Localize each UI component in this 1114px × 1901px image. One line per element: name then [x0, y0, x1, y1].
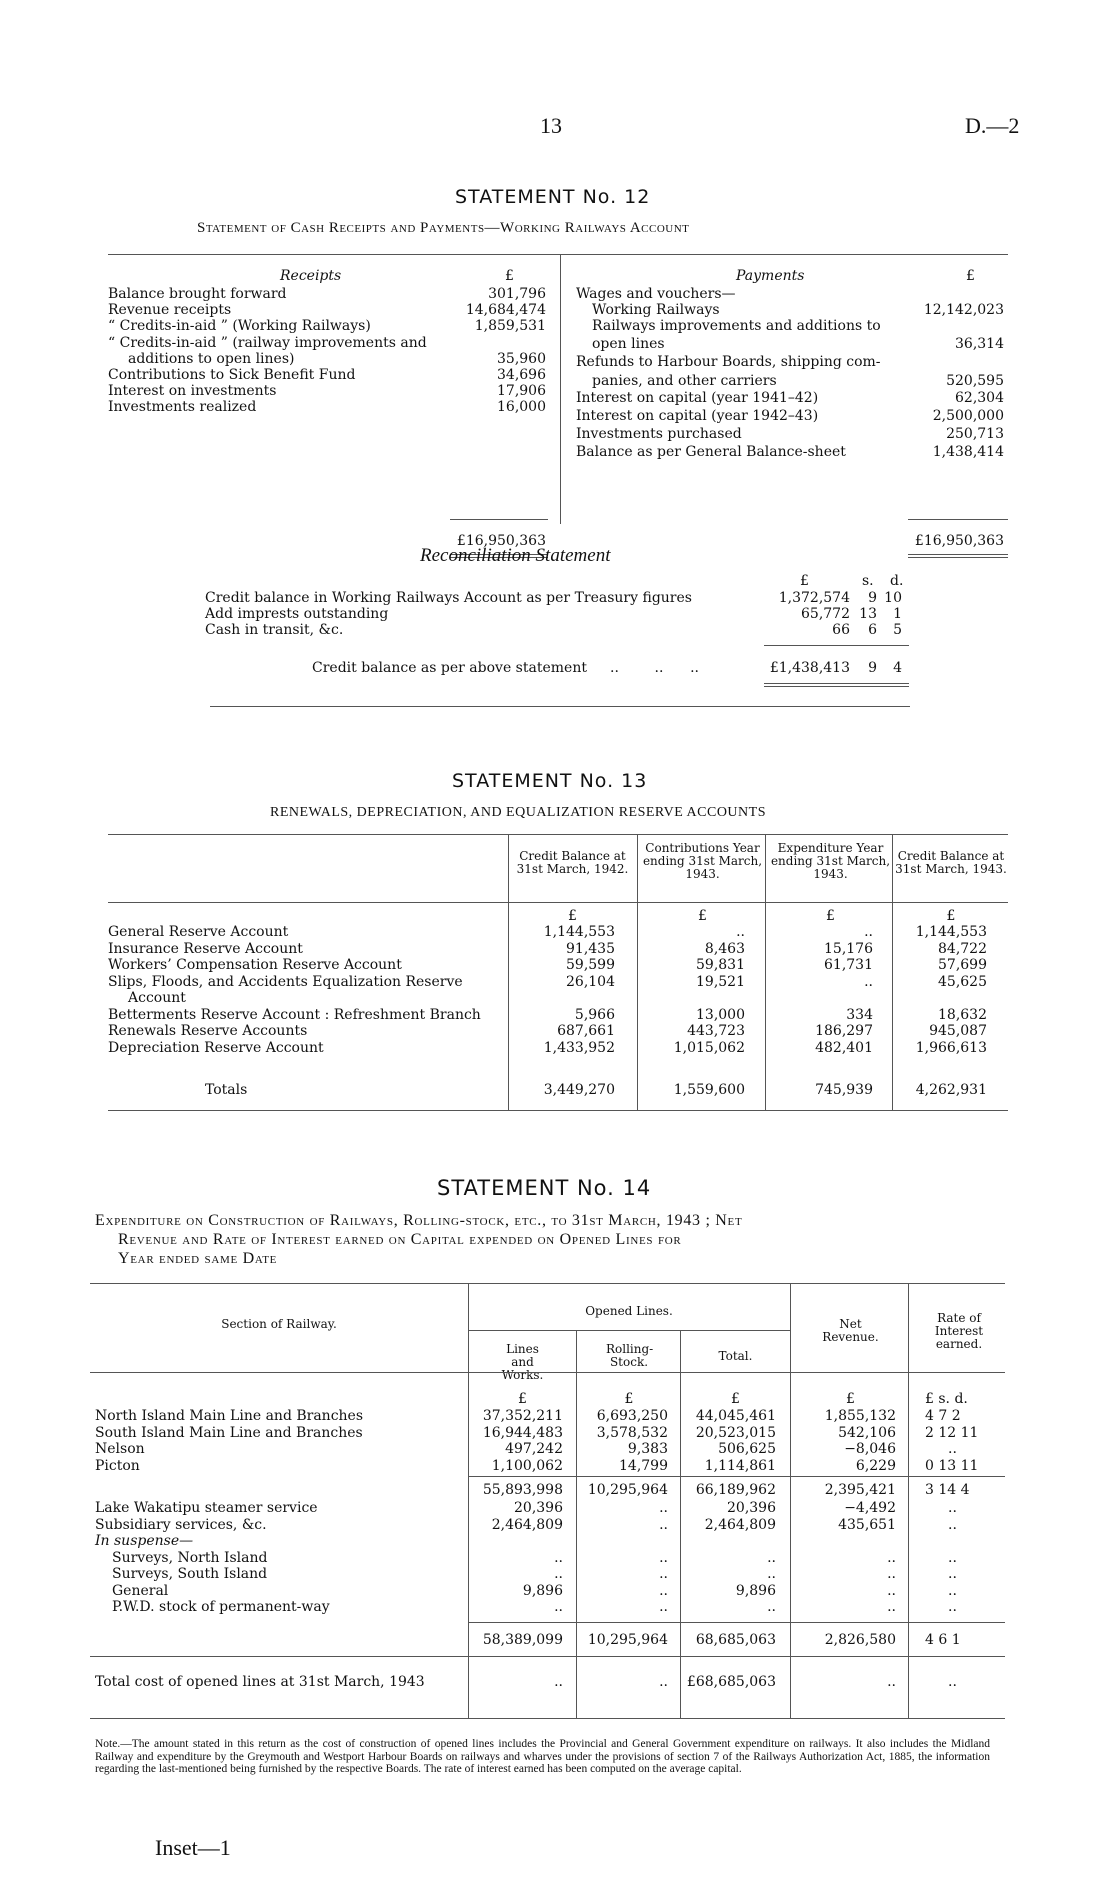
s14-column-line — [680, 1330, 681, 1718]
s13-row-label: Slips, Floods, and Accidents Equalization Reserve — [108, 973, 463, 990]
s14-grand-value: 68,685,063 — [695, 1632, 776, 1648]
s14-grand-value: 10,295,964 — [587, 1632, 668, 1648]
reconciliation-title: Reconciliation Statement — [420, 545, 611, 566]
s14-lines-header: Lines and Works. — [501, 1342, 544, 1382]
s14-subtitle-line: Revenue and Rate of Interest earned on Capital expended on Opened Lines for — [118, 1231, 682, 1248]
s14-row-value: .. — [554, 1599, 563, 1615]
s14-row-value: 6,693,250 — [596, 1408, 668, 1424]
s14-row-value: 2 12 11 — [925, 1424, 979, 1441]
payment-value: 250,713 — [946, 426, 1004, 442]
s14-row-value: 6,229 — [855, 1457, 896, 1474]
receipt-label: “ Credits-in-aid ” (railway improvements and — [108, 334, 427, 351]
payment-label: Interest on capital (year 1941–42) — [576, 390, 819, 406]
s14-grand-rule — [468, 1622, 1005, 1623]
receipt-label: additions to open lines) — [128, 350, 295, 367]
recon-pence: 1 — [893, 606, 902, 622]
s14-subtotal-value: 2,395,421 — [824, 1482, 896, 1498]
s13-column-header: Credit Balance at 31st March, 1942. — [516, 849, 629, 876]
payment-label: Wages and vouchers— — [576, 286, 736, 302]
recon-pounds: 65,772 — [801, 606, 850, 622]
s13-row-label: General Reserve Account — [108, 924, 289, 940]
s13-bottom-rule — [108, 1110, 1008, 1111]
s14-unit-label: £ — [731, 1391, 740, 1407]
s14-row-label: Subsidiary services, &c. — [95, 1516, 267, 1533]
s14-row-value: .. — [554, 1549, 563, 1566]
s14-row-value: 4 7 2 — [925, 1408, 961, 1424]
s12-top-rule — [108, 254, 1008, 255]
recon-sum-rule — [764, 645, 909, 646]
recon-total-s: 9 — [868, 660, 877, 676]
s13-row-value: 59,599 — [566, 957, 615, 973]
s13-row-value: 8,463 — [704, 940, 745, 957]
s13-row-value: .. — [736, 924, 745, 940]
s14-final-label: Total cost of opened lines at 31st March, 1943 — [95, 1674, 425, 1690]
s14-row-label: In suspense— — [95, 1533, 194, 1549]
s13-row-label: Depreciation Reserve Account — [108, 1039, 324, 1056]
s14-row-value: 9,896 — [522, 1582, 563, 1599]
recon-shillings: 13 — [859, 606, 877, 622]
s14-rolling-header: Rolling-Stock. — [606, 1342, 654, 1369]
s13-row-value: 45,625 — [938, 973, 987, 990]
s13-row-value: 91,435 — [566, 940, 615, 957]
s14-final-value: .. — [659, 1674, 668, 1690]
s14-unit-label: £ — [846, 1391, 855, 1407]
s14-subtotal-value: 10,295,964 — [587, 1482, 668, 1498]
s13-row-value: 482,401 — [815, 1039, 873, 1056]
recon-shillings: 9 — [868, 590, 877, 606]
s14-unit-label: £ s. d. — [925, 1391, 968, 1407]
s14-row-label: Surveys, North Island — [112, 1549, 268, 1566]
s14-row-value: 37,352,211 — [482, 1408, 563, 1424]
s13-column-line — [765, 834, 766, 1110]
s14-row-value: .. — [659, 1516, 668, 1533]
recon-total-underline — [764, 683, 909, 684]
s14-row-value: .. — [948, 1516, 957, 1533]
receipt-label: Interest on investments — [108, 383, 277, 400]
s13-column-line — [637, 834, 638, 1110]
recon-pounds: 66 — [832, 622, 850, 638]
s13-row-label: Workers’ Compensation Reserve Account — [108, 957, 402, 973]
s13-header-rule — [108, 902, 1008, 903]
s13-row-value: 1,966,613 — [915, 1039, 987, 1056]
s14-row-value: 2,464,809 — [491, 1516, 563, 1533]
receipt-value: 35,960 — [497, 350, 546, 367]
s14-column-line — [576, 1330, 577, 1718]
s14-row-value: .. — [887, 1566, 896, 1582]
recon-pence: 10 — [884, 590, 902, 606]
s14-row-value: 497,242 — [505, 1441, 563, 1457]
s13-top-rule — [108, 834, 1008, 835]
s13-total-value: 3,449,270 — [543, 1082, 615, 1098]
payments-heading: Payments — [736, 268, 805, 284]
payment-label: panies, and other carriers — [592, 373, 777, 389]
receipt-value: 34,696 — [497, 367, 546, 383]
s13-pound-unit: £ — [568, 908, 577, 924]
s13-column-line — [508, 834, 509, 1110]
s14-row-value: .. — [767, 1566, 776, 1582]
s14-total-header: Total. — [718, 1349, 753, 1363]
s14-top-rule — [90, 1283, 1005, 1284]
statement-12-title: STATEMENT No. 12 — [455, 186, 651, 208]
s14-row-value: .. — [659, 1500, 668, 1516]
s13-row-value: 1,015,062 — [673, 1039, 745, 1056]
s14-subtotal-value: 66,189,962 — [695, 1482, 776, 1498]
recon-label: Add imprests outstanding — [205, 606, 389, 622]
s14-row-value: 44,045,461 — [695, 1408, 776, 1424]
s13-row-value: 59,831 — [696, 957, 745, 973]
s14-row-label: North Island Main Line and Branches — [95, 1408, 364, 1424]
recon-head-d: d. — [890, 573, 904, 589]
receipt-label: Balance brought forward — [108, 286, 287, 302]
s14-row-value: −8,046 — [844, 1441, 896, 1457]
payments-total-rule — [908, 519, 1008, 520]
payment-value: 520,595 — [946, 373, 1004, 389]
receipt-value: 14,684,474 — [465, 302, 546, 319]
statement-12-subtitle: Statement of Cash Receipts and Payments—Working Railways Account — [197, 220, 690, 236]
recon-shillings: 6 — [868, 622, 877, 638]
s13-column-header: Credit Balance at 31st March, 1943. — [895, 849, 1007, 876]
s14-row-value: 3,578,532 — [596, 1424, 668, 1441]
s13-row-value: 687,661 — [557, 1023, 615, 1039]
s13-row-value: 26,104 — [566, 973, 615, 990]
s14-row-value: .. — [948, 1582, 957, 1599]
s13-row-value: 19,521 — [696, 973, 745, 990]
receipts-total: £16,950,363 — [456, 533, 546, 549]
s14-row-label: Picton — [95, 1457, 140, 1474]
s13-row-value: 334 — [846, 1006, 873, 1023]
payment-label: Investments purchased — [576, 426, 742, 442]
s14-row-value: .. — [767, 1549, 776, 1566]
payment-label: Railways improvements and additions to — [592, 318, 881, 334]
s14-row-value: 0 13 11 — [925, 1457, 979, 1474]
s14-grand-value: 4 6 1 — [925, 1632, 961, 1648]
s14-section-header: Section of Railway. — [221, 1317, 337, 1331]
s14-row-value: 506,625 — [718, 1441, 776, 1457]
s14-row-value: −4,492 — [844, 1500, 896, 1516]
s13-row-label: Betterments Reserve Account : Refreshment Branch — [108, 1006, 481, 1023]
s13-row-value: .. — [864, 973, 873, 990]
payment-value: 36,314 — [955, 336, 1004, 352]
s13-row-value: 1,144,553 — [915, 924, 987, 940]
page-number: 13 — [540, 113, 562, 138]
receipt-label: Investments realized — [108, 399, 257, 416]
s13-row-value: 61,731 — [824, 957, 873, 973]
s14-row-value: .. — [767, 1599, 776, 1615]
s14-header-rule — [90, 1372, 1005, 1373]
payments-pound: £ — [966, 268, 975, 284]
s14-row-value: 20,396 — [727, 1500, 776, 1516]
s14-row-label: Surveys, South Island — [112, 1566, 268, 1582]
receipt-label: Revenue receipts — [108, 302, 232, 319]
s14-net-header: Net Revenue. — [822, 1317, 879, 1344]
statement-13-title: STATEMENT No. 13 — [452, 770, 648, 792]
s14-unit-label: £ — [518, 1391, 527, 1407]
receipt-value: 16,000 — [497, 399, 546, 416]
s13-row-value: 443,723 — [687, 1023, 745, 1039]
s13-row-value: 5,966 — [574, 1006, 615, 1023]
s14-row-value: .. — [554, 1566, 563, 1582]
payments-total: £16,950,363 — [914, 533, 1004, 549]
payment-value: 2,500,000 — [932, 408, 1004, 424]
payment-value: 12,142,023 — [923, 302, 1004, 318]
s14-row-label: General — [112, 1582, 169, 1599]
s14-row-label: South Island Main Line and Branches — [95, 1424, 363, 1441]
s14-row-value: .. — [887, 1599, 896, 1615]
recon-pence: 5 — [893, 622, 902, 638]
s14-row-label: Lake Wakatipu steamer service — [95, 1500, 318, 1516]
payment-label: Balance as per General Balance-sheet — [576, 444, 846, 460]
payment-value: 62,304 — [955, 390, 1004, 406]
receipt-value: 17,906 — [497, 383, 546, 400]
s14-final-value: .. — [554, 1674, 563, 1690]
payment-label: open lines — [592, 336, 665, 352]
s13-row-value: .. — [864, 924, 873, 940]
statement-14-title: STATEMENT No. 14 — [437, 1176, 652, 1200]
s12-bottom-rule — [210, 706, 910, 707]
document-reference: D.—2 — [965, 113, 1020, 138]
s13-column-header: Contributions Year ending 31st March, 1943. — [642, 841, 763, 881]
s14-row-value: .. — [659, 1549, 668, 1566]
receipt-value: 301,796 — [488, 286, 546, 302]
s14-final-value: £68,685,063 — [686, 1674, 776, 1690]
s14-subtotal-value: 55,893,998 — [482, 1482, 563, 1498]
s14-row-value: 16,944,483 — [482, 1424, 563, 1441]
s13-row-value: 186,297 — [815, 1023, 873, 1039]
payments-total-underline-2 — [908, 557, 1008, 558]
s14-row-value: 435,651 — [838, 1516, 896, 1533]
recon-total-leaders: .. .. .. — [610, 660, 700, 676]
s14-subtitle-line: Expenditure on Construction of Railways, Rolling-stock, etc., to 31st March, 1943 ; Net — [95, 1212, 743, 1229]
s13-total-value: 1,559,600 — [673, 1082, 745, 1098]
statement-13-subtitle: RENEWALS, DEPRECIATION, AND EQUALIZATION RESERVE ACCOUNTS — [270, 805, 766, 820]
s13-column-header: Expenditure Year ending 31st March, 1943. — [770, 841, 891, 881]
s14-final-value: .. — [948, 1674, 957, 1690]
receipt-label: “ Credits-in-aid ” (Working Railways) — [108, 318, 371, 335]
recon-total-label: Credit balance as per above statement — [312, 660, 587, 676]
s14-row-label: Nelson — [95, 1441, 145, 1457]
s14-footnote: Note.—The amount stated in this return as the cost of construction of opened lines includes the Provincial and General Government expenditure on railways. It also includes the Midland Railway and expenditure by the Greymouth and Westport Harbour Boards on railways and wharves under the provisions of section 7 of the Railways Authorization Act, 1885, the information regarding the last-mentioned being furnished by the respective Boards. The rate of interest earned has been computed on the average capital. — [95, 1738, 990, 1775]
recon-total-pounds: £1,438,413 — [769, 660, 850, 676]
s13-pound-unit: £ — [946, 908, 956, 924]
s13-row-value: 1,433,952 — [543, 1039, 615, 1056]
s14-column-line — [790, 1283, 791, 1718]
s13-row-value: 57,699 — [938, 957, 987, 973]
payment-label: Working Railways — [592, 302, 720, 318]
s14-row-value: .. — [948, 1500, 957, 1516]
s14-row-value: 2,464,809 — [704, 1516, 776, 1533]
s14-row-value: 1,855,132 — [824, 1408, 896, 1424]
s14-row-value: .. — [948, 1441, 957, 1457]
s14-row-value: .. — [948, 1599, 957, 1615]
s13-row-label: Renewals Reserve Accounts — [108, 1023, 308, 1039]
s13-row-value: 945,087 — [929, 1023, 987, 1039]
s14-row-value: .. — [659, 1582, 668, 1599]
s14-row-value: 542,106 — [838, 1424, 896, 1441]
payment-label: Refunds to Harbour Boards, shipping com- — [576, 354, 881, 370]
receipts-heading: Receipts — [280, 268, 342, 284]
s14-row-value: .. — [887, 1549, 896, 1566]
recon-total-d: 4 — [893, 660, 902, 676]
s13-row-value: 13,000 — [696, 1006, 745, 1023]
payment-label: Interest on capital (year 1942–43) — [576, 408, 819, 424]
s13-totals-label: Totals — [205, 1082, 248, 1098]
s14-opened-lines-header: Opened Lines. — [585, 1304, 673, 1318]
s14-row-value: 1,100,062 — [491, 1457, 563, 1474]
s14-subtotal-rule — [468, 1476, 1005, 1477]
s14-grand-value: 2,826,580 — [824, 1632, 896, 1648]
s14-unit-label: £ — [624, 1391, 634, 1407]
s13-row-label: Account — [128, 990, 186, 1006]
s14-row-value: .. — [948, 1549, 957, 1566]
s14-bottom-rule — [90, 1718, 1005, 1719]
s12-column-divider — [560, 254, 561, 524]
s13-pound-unit: £ — [698, 908, 707, 924]
s14-row-value: 9,896 — [735, 1582, 776, 1599]
s14-rate-header: Rate of Interest earned. — [934, 1311, 984, 1351]
recon-label: Cash in transit, &c. — [205, 622, 344, 638]
s14-final-rule — [90, 1656, 1005, 1657]
s14-grand-value: 58,389,099 — [482, 1632, 563, 1648]
s14-row-value: .. — [948, 1566, 957, 1582]
s13-row-value: 18,632 — [938, 1006, 987, 1023]
s14-column-line — [908, 1283, 909, 1718]
receipt-value: 1,859,531 — [474, 318, 546, 335]
page-footer: Inset—1 — [155, 1835, 231, 1860]
recon-total-underline-2 — [764, 686, 909, 687]
s14-subtotal-value: 3 14 4 — [925, 1482, 970, 1498]
recon-head-s: s. — [862, 573, 874, 589]
s14-row-value: 9,383 — [627, 1441, 668, 1457]
s14-subtitle-line: Year ended same Date — [118, 1250, 278, 1267]
s13-row-label: Insurance Reserve Account — [108, 940, 303, 957]
s13-row-value: 1,144,553 — [543, 924, 615, 940]
s13-total-value: 745,939 — [815, 1082, 873, 1098]
s13-column-line — [892, 834, 893, 1110]
s13-row-value: 15,176 — [824, 940, 873, 957]
payment-value: 1,438,414 — [932, 444, 1004, 460]
recon-pounds: 1,372,574 — [778, 590, 850, 606]
payments-total-underline — [908, 554, 1008, 555]
s14-row-label: P.W.D. stock of permanent-way — [112, 1599, 330, 1615]
receipts-total-rule — [450, 519, 548, 520]
s14-column-line — [468, 1283, 469, 1718]
s14-row-value: 20,396 — [514, 1500, 563, 1516]
s13-total-value: 4,262,931 — [915, 1082, 987, 1098]
opened-lines-rule — [468, 1330, 790, 1331]
s13-pound-unit: £ — [826, 908, 835, 924]
receipts-pound: £ — [505, 268, 514, 284]
s14-row-value: 1,114,861 — [704, 1457, 776, 1474]
s14-row-value: .. — [887, 1582, 896, 1599]
recon-head-pound: £ — [800, 573, 809, 589]
recon-label: Credit balance in Working Railways Account as per Treasury figures — [205, 590, 692, 606]
s13-row-value: 84,722 — [938, 940, 987, 957]
receipt-label: Contributions to Sick Benefit Fund — [108, 367, 356, 383]
s14-row-value: .. — [659, 1566, 668, 1582]
s14-row-value: 20,523,015 — [695, 1424, 776, 1441]
s14-final-value: .. — [887, 1674, 896, 1690]
s14-row-value: 14,799 — [619, 1457, 668, 1474]
s14-row-value: .. — [659, 1599, 668, 1615]
